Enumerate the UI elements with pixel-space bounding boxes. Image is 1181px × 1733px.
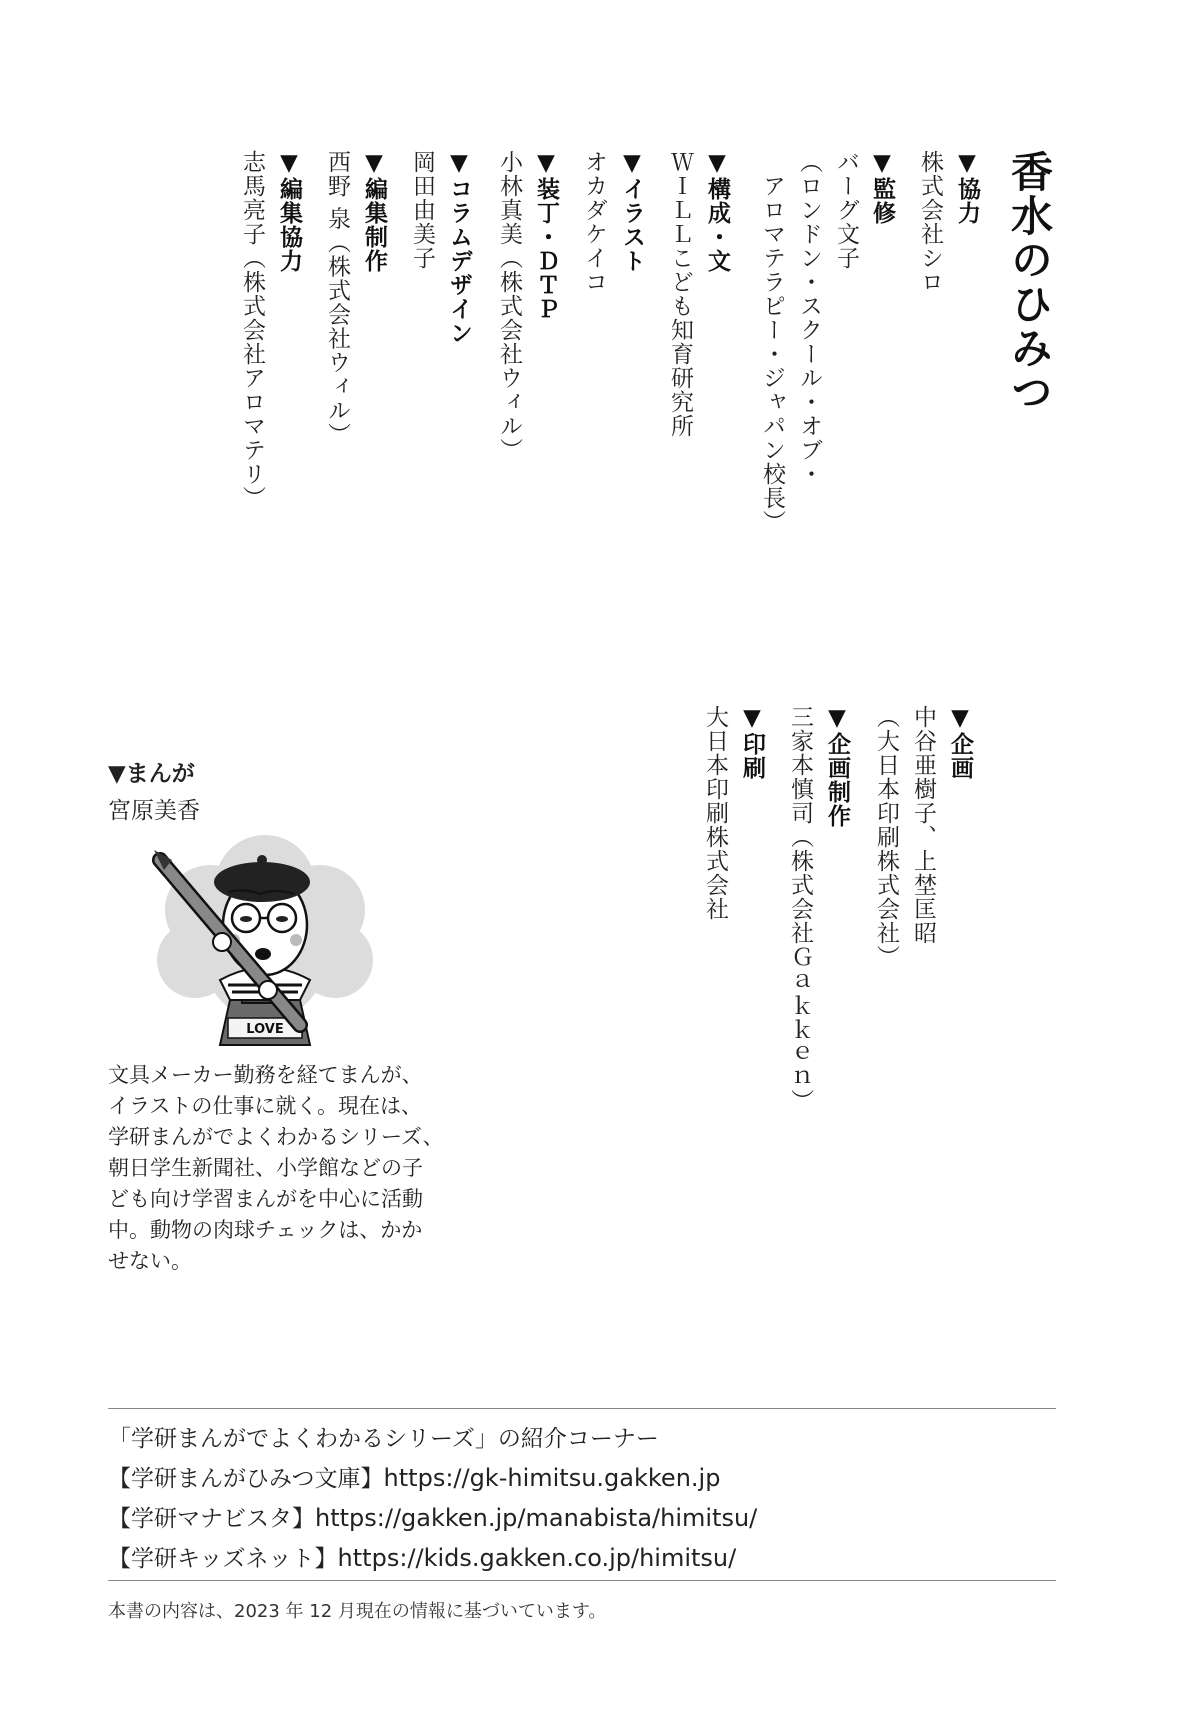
- credit-heading-illustration: ▼イラスト: [619, 150, 645, 273]
- credit-heading-composition: ▼構成・文: [704, 150, 730, 273]
- credit-text: 株式会社シロ: [917, 150, 943, 294]
- credit-text: （ロンドン・スクール・オブ・: [796, 150, 822, 486]
- link-row: [108, 1459, 757, 1499]
- divider-bottom: [108, 1580, 1056, 1581]
- link-url[interactable]: https://kids.gakken.co.jp/himitsu/: [337, 1544, 737, 1572]
- link-url[interactable]: https://gakken.jp/manabista/himitsu/: [315, 1504, 758, 1532]
- divider-top: [108, 1408, 1056, 1409]
- link-label: 【学研キッズネット】: [108, 1546, 338, 1572]
- credit-heading-column-design: ▼コラムデザイン: [446, 150, 472, 345]
- footnote: 本書の内容は、2023 年 12 月現在の情報に基づいています。: [108, 1601, 607, 1622]
- credit-heading-planning: ▼企画: [947, 705, 973, 780]
- link-label: 【学研まんがひみつ文庫】: [108, 1466, 384, 1492]
- credit-text: （大日本印刷株式会社）: [873, 705, 899, 969]
- credit-text: 三家本慎司（株式会社Ｇａｋｋｅｎ）: [787, 705, 813, 1113]
- bio-line: 文具メーカー勤務を経てまんが、: [108, 1063, 423, 1087]
- bio-line: せない。: [108, 1249, 192, 1273]
- bio-line: 朝日学生新聞社、小学館などの子: [108, 1156, 423, 1180]
- credit-heading-binding-dtp: ▼装丁・ＤＴＰ: [533, 150, 559, 321]
- credit-text: 小林真美（株式会社ウィル）: [496, 150, 522, 462]
- credit-text: バーグ文子: [833, 150, 859, 270]
- links-intro: 「学研まんがでよくわかるシリーズ」の紹介コーナー: [108, 1426, 659, 1452]
- credit-text: 岡田由美子: [409, 150, 435, 270]
- credit-heading-supervision: ▼監修: [869, 150, 895, 225]
- credit-heading-editorial-cooperation: ▼編集協力: [276, 150, 302, 273]
- link-label: 【学研マナビスタ】: [108, 1506, 315, 1532]
- link-row: [108, 1539, 757, 1579]
- artist-portrait-illustration: [150, 830, 380, 1050]
- manga-artist-name: 宮原美香: [108, 798, 200, 824]
- book-title: 香水のひみつ: [1005, 150, 1054, 414]
- credit-heading-planning-production: ▼企画制作: [824, 705, 850, 828]
- credit-text: 中谷亜樹子、上埜匡昭: [910, 705, 936, 945]
- bio-line: 学研まんがでよくわかるシリーズ、: [108, 1125, 444, 1149]
- artist-bio: [108, 1060, 448, 1277]
- badge-text: LOVE: [246, 1022, 284, 1037]
- link-url[interactable]: https://gk-himitsu.gakken.jp: [383, 1464, 721, 1492]
- credit-heading-editorial-production: ▼編集制作: [361, 150, 387, 273]
- manga-heading: ▼まんが: [108, 761, 195, 787]
- credit-text: ＷＩＬＬこども知育研究所: [667, 150, 693, 438]
- credit-text: オカダケイコ: [581, 150, 607, 294]
- series-links: [108, 1420, 757, 1579]
- bio-line: イラストの仕事に就く。現在は、: [108, 1094, 422, 1118]
- credit-text: 志馬亮子（株式会社アロマテリ）: [239, 150, 265, 510]
- bio-line: ども向け学習まんがを中心に活動: [108, 1187, 423, 1211]
- credit-text: 西野 泉（株式会社ウィル）: [324, 150, 350, 447]
- credit-text: 大日本印刷株式会社: [702, 705, 728, 921]
- credit-heading-printing: ▼印刷: [739, 705, 765, 780]
- credit-heading-cooperation: ▼協力: [954, 150, 980, 225]
- credit-text: アロマテラピー・ジャパン校長）: [759, 150, 785, 534]
- bio-line: 中。動物の肉球チェックは、かか: [108, 1218, 423, 1242]
- link-row: [108, 1499, 757, 1539]
